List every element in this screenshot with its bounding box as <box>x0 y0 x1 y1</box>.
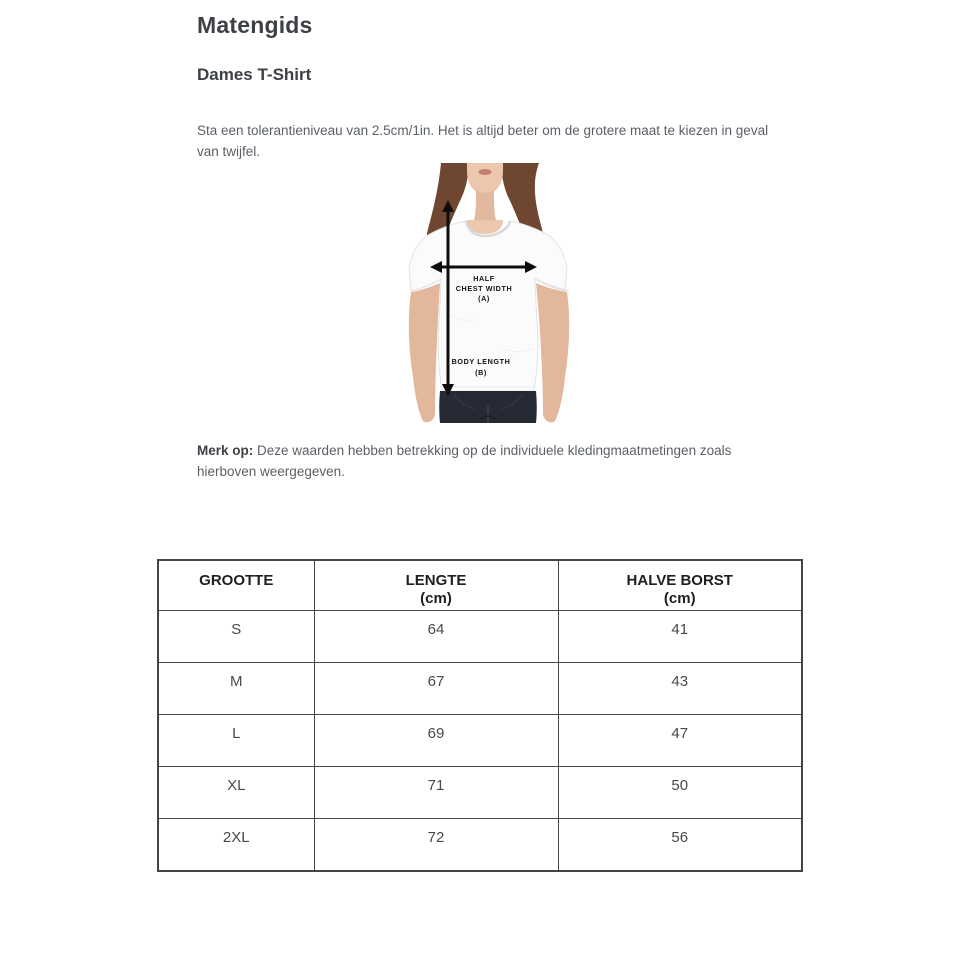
half-chest-label-line1: HALF <box>473 273 495 283</box>
cell-lengte: 71 <box>314 767 558 819</box>
cell-lengte: 64 <box>314 611 558 663</box>
table-row-s <box>158 611 802 663</box>
table-row-l <box>158 715 802 767</box>
note-text: Deze waarden hebben betrekking op de individuele kledingmaatmetingen zoals hierboven weergegeven. <box>197 442 732 479</box>
column-header-halve-borst: HALVE BORST (cm) <box>558 560 802 611</box>
size-diagram-figure <box>10 163 960 423</box>
table-row-xl <box>158 767 802 819</box>
tshirt-measurement-illustration <box>385 163 595 423</box>
cell-size: M <box>158 663 314 715</box>
face-and-neck <box>467 163 503 234</box>
cell-lengte: 69 <box>314 715 558 767</box>
cell-size: 2XL <box>158 819 314 871</box>
column-header-grootte: GROOTTE <box>158 560 314 611</box>
cell-size: S <box>158 611 314 663</box>
size-table-header-row <box>158 560 802 611</box>
half-chest-label-line3: (A) <box>478 293 490 303</box>
column-header-lengte: LENGTE (cm) <box>314 560 558 611</box>
cell-halve-borst: 47 <box>558 715 802 767</box>
cell-halve-borst: 56 <box>558 819 802 871</box>
cell-size: XL <box>158 767 314 819</box>
cell-size: L <box>158 715 314 767</box>
tolerance-note: Sta een tolerantieniveau van 2.5cm/1in. Het is altijd beter om de grotere maat te kiezen in geval van twijfel. <box>197 123 769 159</box>
table-row-2xl <box>158 819 802 871</box>
note-label: Merk op: <box>197 442 254 458</box>
page-title: Matengids <box>197 12 313 38</box>
cell-lengte: 67 <box>314 663 558 715</box>
size-table <box>157 559 803 872</box>
jeans <box>439 391 537 423</box>
size-guide-page <box>0 12 960 960</box>
cell-halve-borst: 43 <box>558 663 802 715</box>
cell-halve-borst: 41 <box>558 611 802 663</box>
product-title: Dames T-Shirt <box>197 65 312 84</box>
half-chest-label-line2: CHEST WIDTH <box>455 283 513 293</box>
table-row-m <box>158 663 802 715</box>
cell-halve-borst: 50 <box>558 767 802 819</box>
cell-lengte: 72 <box>314 819 558 871</box>
body-length-label-line2: (B) <box>475 367 487 377</box>
measurement-note <box>197 441 757 483</box>
body-length-label-line1: BODY LENGTH <box>451 356 511 366</box>
